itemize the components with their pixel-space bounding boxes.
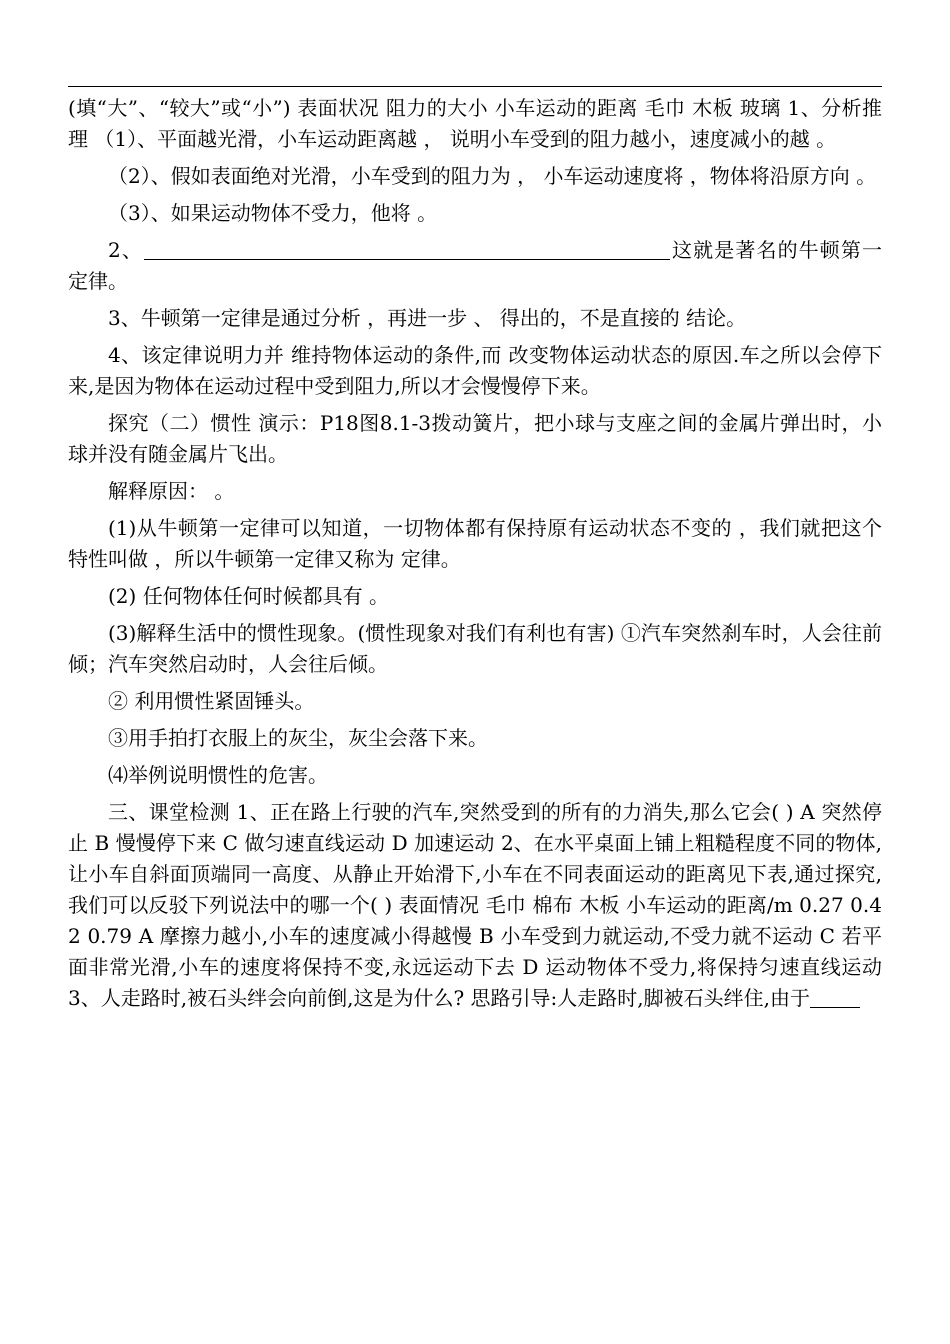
paragraph-law-derivation: 3、牛顿第一定律是通过分析 ，再进一步 、 得出的，不是直接的 结论。 <box>108 306 747 330</box>
paragraph-inertia-demo: 探究（二）惯性 演示：P18图8.1-3拨动簧片，把小球与支座之间的金属片弹出时，小球并没有随金属片飞出。 <box>68 411 882 466</box>
paragraph-example-3: ③用手拍打衣服上的灰尘，灰尘会落下来。 <box>108 726 488 750</box>
paragraph-law-meaning: 4、该定律说明力并 维持物体运动的条件,而 改变物体运动状态的原因.车之所以会停下来,是因为物体在运动过程中受到阻力,所以才会慢慢停下来。 <box>68 343 882 398</box>
paragraph-inertia-1: (1)从牛顿第一定律可以知道，一切物体都有保持原有运动状态不变的 ，我们就把这个特性叫做 ，所以牛顿第一定律又称为 定律。 <box>68 516 882 571</box>
paragraph-intro: (填“大”、“较大”或“小”) 表面状况 阻力的大小 小车运动的距离 毛巾 木板 玻璃 1、分析推理 （1）、平面越光滑，小车运动距离越 ， 说明小车受到的阻力越小，速度减小的越 。 <box>68 96 882 151</box>
paragraph-inertia-3: (3)解释生活中的惯性现象。(惯性现象对我们有利也有害) ①汽车突然刹车时，人会往前倾；汽车突然启动时，人会往后倾。 <box>68 621 882 676</box>
paragraph-classroom-test <box>68 797 882 1014</box>
classroom-test-text: 三、课堂检测 1、正在路上行驶的汽车,突然受到的所有的力消失,那么它会( ) A 突然停止 B 慢慢停下来 C 做匀速直线运动 D 加速运动 2、在水平桌面上铺上粗糙程度不同的物体,让小车自斜面顶端同一高度、从静止开始滑下,小车在不同表面运动的距离见下表,通过探究,我们可以反驳下列说法中的哪一个( ) 表面情况 毛巾 棉布 木板 小车运动的距离/m 0.27 0.42 0.79 A 摩擦力越小,小车的速度减小得越慢 B 小车受到力就运动,不受力就不运动 C 若平面非常光滑,小车的速度将保持不变,永远运动下去 D 运动物体不受力,将保持匀速直线运动 3、人走路时,被石头绊会向前倒,这是为什么? 思路引导:人走路时,脚被石头绊住,由于 <box>68 800 882 1010</box>
paragraph-example-2: ② 利用惯性紧固锤头。 <box>108 689 315 713</box>
paragraph-item-2: （2）、假如表面绝对光滑，小车受到的阻力为 ， 小车运动速度将 ，物体将沿原方向 。 <box>108 164 877 188</box>
newton-law-suffix: 这就是著名的牛顿第一定律。 <box>68 238 882 293</box>
document-page <box>68 86 882 1014</box>
newton-law-prefix: 2、 <box>108 238 143 262</box>
paragraph-inertia-4: ⑷举例说明惯性的危害。 <box>108 763 328 787</box>
paragraph-newton-law <box>68 235 882 297</box>
paragraph-inertia-2: (2) 任何物体任何时候都具有 。 <box>108 584 390 608</box>
header-rule <box>68 86 882 87</box>
paragraph-explain-reason: 解释原因： 。 <box>108 479 235 503</box>
paragraph-item-3: （3）、如果运动物体不受力，他将 。 <box>108 201 438 225</box>
newton-law-blank <box>144 237 670 260</box>
answer-blank <box>810 985 860 1008</box>
